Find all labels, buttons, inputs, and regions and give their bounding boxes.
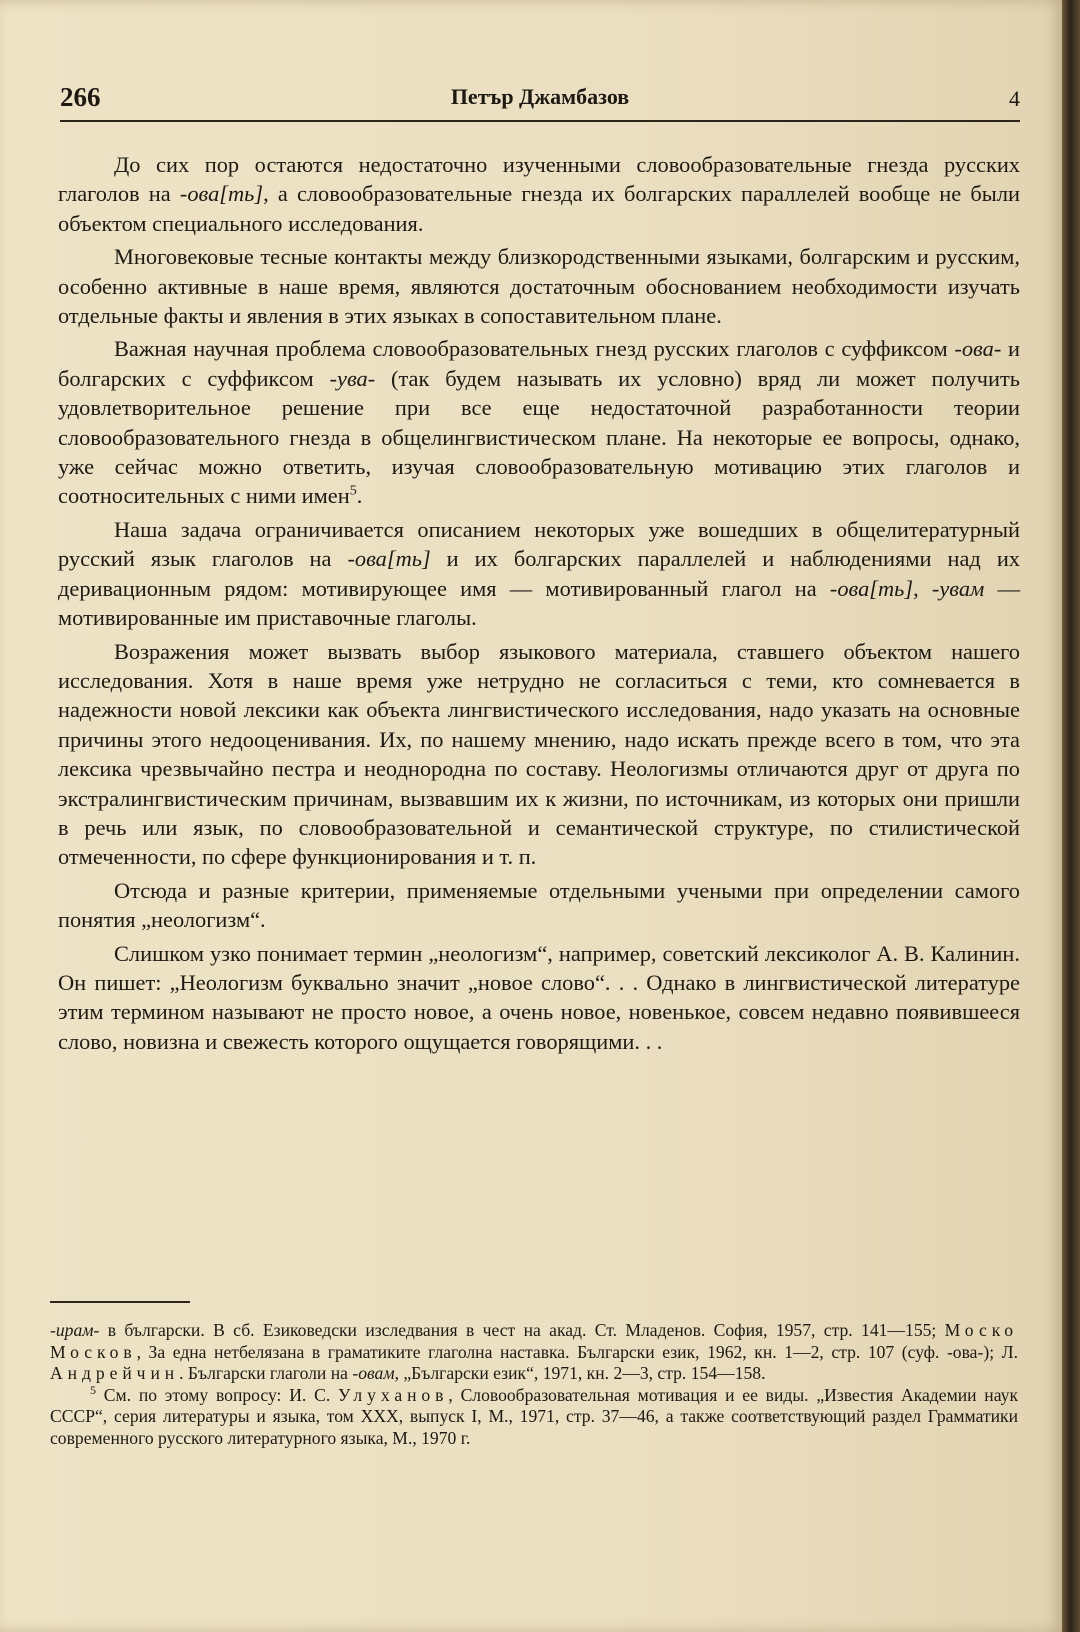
main-text — [58, 150, 1020, 1060]
paragraph-7: Слишком узко понимает термин „неологизм“, например, советский лексиколог А. В. Калинин. Он пишет: „Неологизм буквально значит „новое слово“. . . Однако в лингвистической литературе этим термином называют не просто новое, а очень новое, новенькое, совсем недавно появившееся слово, новизна и свежесть которого ощущается говорящими. . . — [58, 940, 1020, 1054]
footnote-continued: -ирам- в български. В сб. Езиковедски изследвания в чест на акад. Ст. Младенов. София, 1957, стр. 141—155; Моско Москов, За една нетбелязана в граматиките глаголна наставка. Български език, 1962, кн. 1—2, стр. 107 (суф. -ова-); Л. Андрейчин. Български глаголи на -овам, „Български език“, 1971, кн. 2—3, стр. 154—158. — [50, 1320, 1018, 1384]
paragraph-3: Важная научная проблема словообразовательных гнезд русских глаголов с суффиксом -ова- и болгарских с суффиксом -ува- (так будем называть их условно) вряд ли может получить удовлетворительное решение при все еще недостаточной разработанности теории словообразовательного гнезда в общелингвистическом плане. На некоторые ее вопросы, однако, уже сейчас можно ответить, изучая словообразовательную мотивацию этих глаголов и соотносительных с ними имен$^5$. — [58, 336, 1020, 509]
footnote-5: $^5$ См. по этому вопросу: И. С. Улуханов, Словообразовательная мотивация и ее виды. „Известия Академии наук СССР“, серия литературы и языка, том XXX, выпуск I, М., 1971, стр. 37—46, а также соответствующий раздел Грамматики современного русского литературного языка, М., 1970 г. — [50, 1382, 1018, 1448]
running-title: Петър Джамбазов — [450, 84, 630, 109]
paragraph-2: Многовековые тесные контакты между близкородственными языками, болгарским и русским, особенно активные в наше время, являются достаточным обоснованием необходимости изучать отдельные факты и явления в этих языках в сопоставительном плане. — [58, 244, 1020, 329]
page-header — [60, 80, 1020, 120]
footnotes — [50, 1320, 1018, 1450]
book-spine-edge — [1062, 0, 1080, 1632]
footnote-rule — [50, 1301, 190, 1303]
paragraph-5: Возражения может вызвать выбор языкового материала, ставшего объектом нашего исследования. Хотя в наше время уже нетрудно не согласиться с теми, кто сомневается в надежности новой лексики как объекта лингвистического исследования, надо указать на основные причины этого недооценивания. Их, по нашему мнению, надо искать прежде всего в том, что эта лексика чрезвычайно пестра и неоднородна по составу. Неологизмы отличаются друг от друга по экстралингвистическим причинам, вызвавшим их к жизни, по источникам, из которых они пришли в речь или язык, по словообразовательной и семантической структуре, по стилистической отмеченности, по сфере функционирования и т. п. — [58, 638, 1020, 870]
footnote-ref-5: 5 — [349, 484, 357, 499]
chapter-number: 4 — [1009, 86, 1020, 111]
paragraph-1: До сих пор остаются недостаточно изученными словообразовательные гнезда русских глаголов на -ова[ть], а словообразовательные гнезда их болгарских параллелей вообще не были объектом специального исследования. — [58, 152, 1020, 236]
page-number: 266 — [60, 82, 101, 112]
paragraph-4: Наша задача ограничивается описанием некоторых уже вошедших в общелитературный русский язык глаголов на -ова[ть] и их болгарских параллелей и наблюдениями над их деривационным рядом: мотивирующее имя — мотивированный глагол на -ова[ть], -увам — мотивированные им приставочные глаголы. — [58, 516, 1020, 631]
paragraph-6: Отсюда и разные критерии, применяемые отдельными учеными при определении самого понятия „неологизм“. — [58, 877, 1020, 933]
header-rule — [60, 120, 1020, 122]
